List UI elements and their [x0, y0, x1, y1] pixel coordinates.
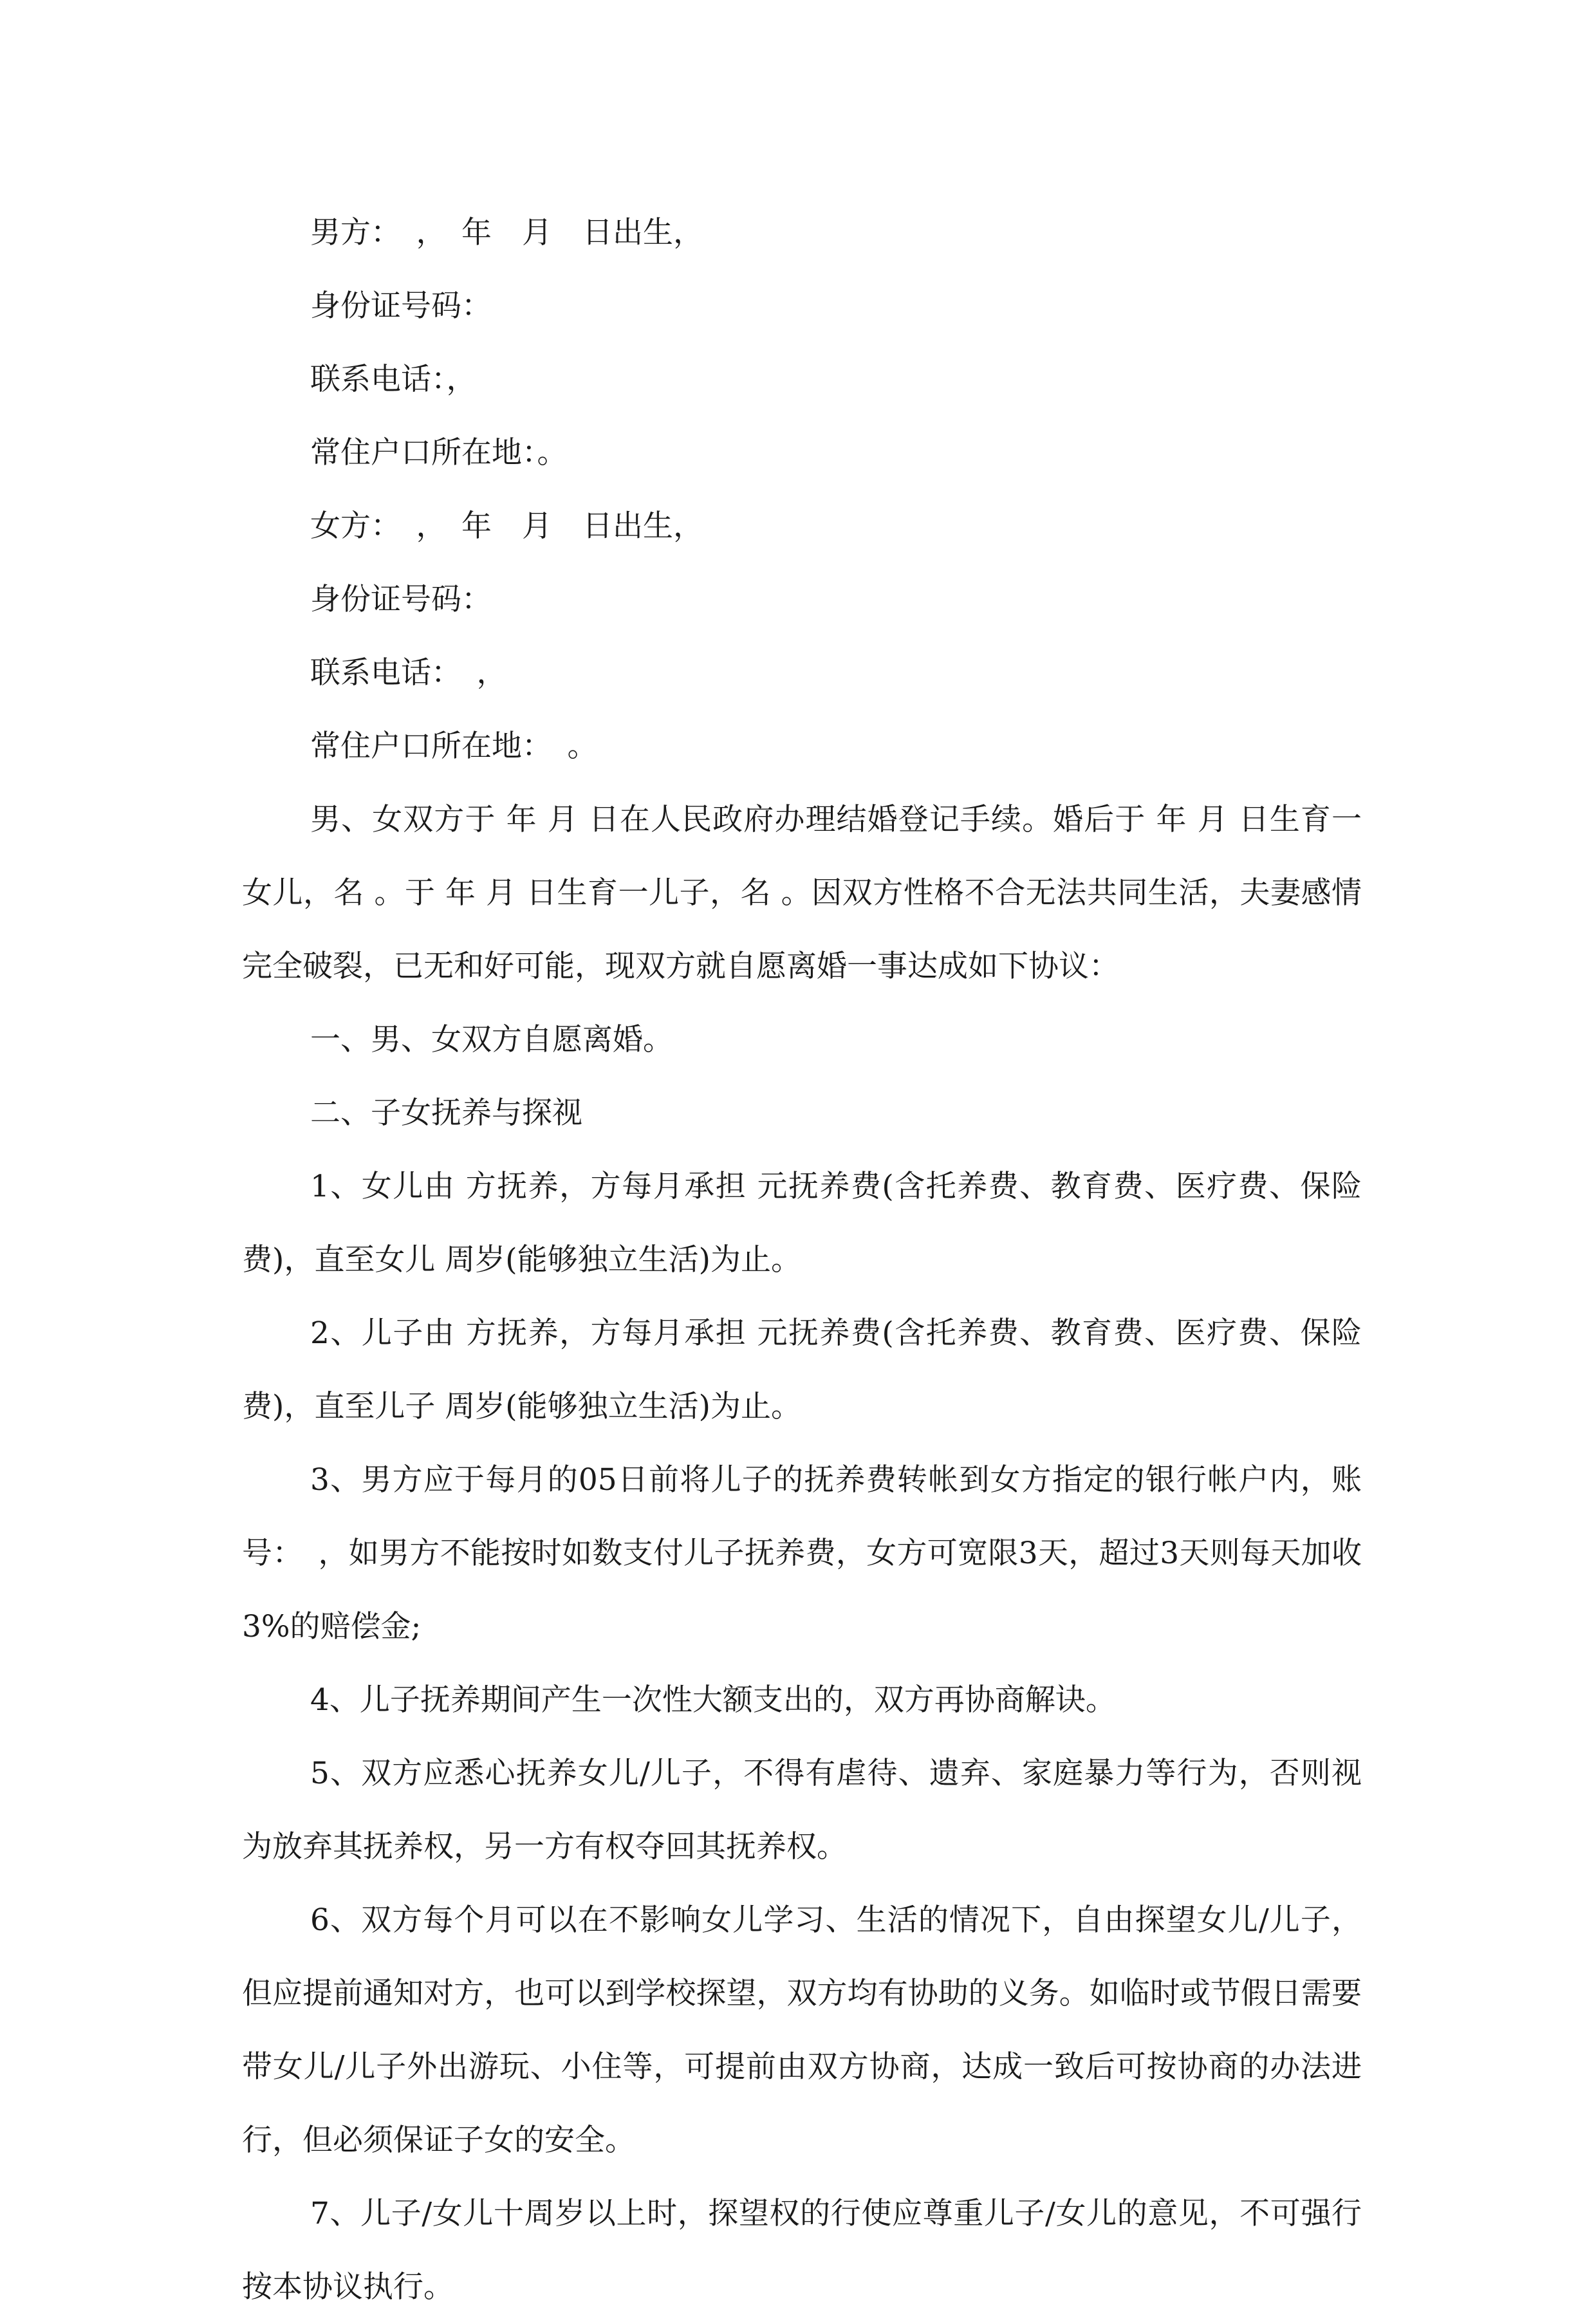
marriage-background-paragraph: 男、女双方于 年 月 日在人民政府办理结婚登记手续。婚后于 年 月 日生育一女儿，名 。于 年 月 日生育一儿子，名 。因双方性格不合无法共同生活，夫妻感情完全破裂，已无和好可能，现双方就自愿离婚一事达成如下协议： [242, 802, 1362, 984]
clause-2-item-4: 4、儿子抚养期间产生一次性大额支出的，双方再协商解诀。 [310, 1682, 1116, 1718]
clause-2-item-3: 3、男方应于每月的05日前将儿子的抚养费转帐到女方指定的银行帐户内，账号： ，如男方不能按时如数支付儿子抚养费，女方可宽限3天，超过3天则每天加收3%的赔偿金; [242, 1462, 1362, 1644]
male-residence-line: 常住户口所在地：。 [310, 435, 568, 470]
clause-2-item-1: 1、女儿由 方抚养，方每月承担 元抚养费(含托养费、教育费、医疗费、保险费)，直至女儿 周岁(能够独立生活)为止。 [242, 1169, 1362, 1278]
clause-2-heading: 二、子女抚养与探视 [310, 1095, 582, 1131]
female-phone-line: 联系电话： ， [310, 655, 507, 691]
clause-2-item-5: 5、双方应悉心抚养女儿/儿子，不得有虐待、遗弃、家庭暴力等行为，否则视为放弃其抚养权，另一方有权夺回其抚养权。 [242, 1756, 1362, 1864]
female-residence-line: 常住户口所在地： 。 [310, 729, 598, 764]
clause-1-divorce: 一、男、女双方自愿离婚。 [310, 1022, 673, 1057]
clause-2-item-7: 7、儿子/女儿十周岁以上时，探望权的行使应尊重儿子/女儿的意见，不可强行按本协议执行。 [242, 2196, 1362, 2305]
male-id-number-line: 身份证号码： [310, 288, 492, 324]
agreement-body [242, 196, 1362, 2324]
clause-2-item-2: 2、儿子由 方抚养，方每月承担 元抚养费(含托养费、教育费、医疗费、保险费)，直至儿子 周岁(能够独立生活)为止。 [242, 1315, 1362, 1424]
female-party-line: 女方： ， 年 月 日出生， [310, 508, 703, 544]
male-phone-line: 联系电话：， [310, 362, 477, 397]
male-party-line: 男方： ， 年 月 日出生， [310, 215, 703, 250]
clause-2-item-6: 6、双方每个月可以在不影响女儿学习、生活的情况下，自由探望女儿/儿子，但应提前通知对方，也可以到学校探望，双方均有协助的义务。如临时或节假日需要带女儿/儿子外出游玩、小住等，可提前由双方协商，达成一致后可按协商的办法进行，但必须保证子女的安全。 [242, 1902, 1362, 2158]
female-id-number-line: 身份证号码： [310, 582, 492, 617]
